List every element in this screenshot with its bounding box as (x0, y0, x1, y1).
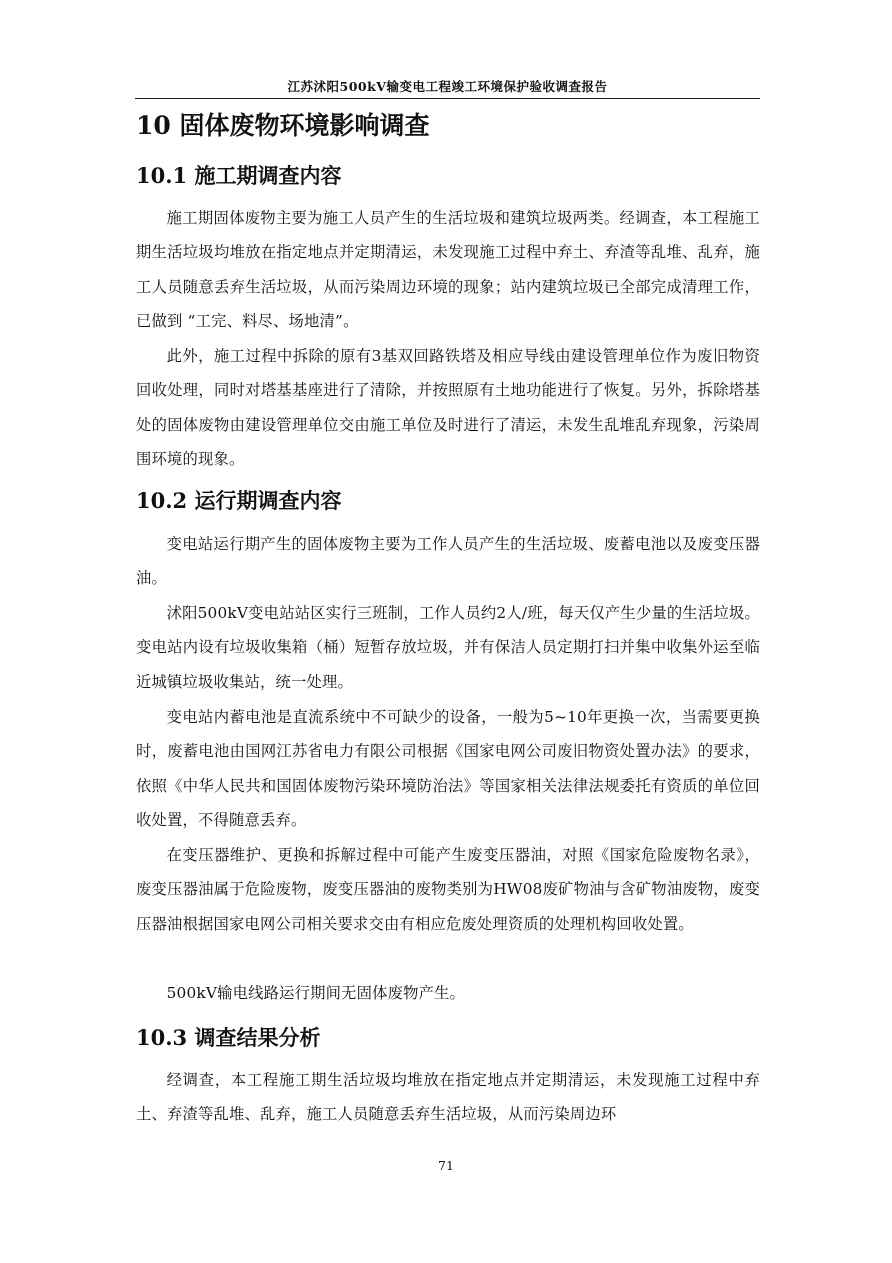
section-title: 施工期调查内容 (194, 163, 342, 188)
running-header: 江苏沭阳500kV输变电工程竣工环境保护验收调查报告 (287, 79, 608, 94)
page-number: 71 (438, 1158, 454, 1173)
section-heading-10-3 (136, 1022, 320, 1054)
section-number: 10.2 (136, 488, 188, 513)
chapter-number: 10 (136, 111, 171, 140)
section-title: 运行期调查内容 (194, 488, 342, 513)
chapter-title: 固体废物环境影响调查 (179, 111, 430, 140)
paragraph: 变电站运行期产生的固体废物主要为工作人员产生的生活垃圾、废蓄电池以及废变压器油。 (136, 535, 760, 588)
paragraph: 500kV输电线路运行期间无固体废物产生。 (166, 984, 466, 1002)
section-number: 10.3 (136, 1025, 188, 1050)
paragraph: 沭阳500kV变电站站区实行三班制，工作人员约2人/班，每天仅产生少量的生活垃圾。变电站内设有垃圾收集箱（桶）短暂存放垃圾，并有保洁人员定期打扫并集中收集外运至临近城镇垃圾收集站，统一处理。 (136, 604, 760, 691)
paragraph: 此外，施工过程中拆除的原有3基双回路铁塔及相应导线由建设管理单位作为废旧物资回收处理，同时对塔基基座进行了清除，并按照原有土地功能进行了恢复。另外，拆除塔基处的固体废物由建设管理单位交由施工单位及时进行了清运，未发生乱堆乱弃现象，污染周围环境的现象。 (136, 347, 760, 469)
section-heading-10-1 (136, 160, 341, 192)
paragraph: 施工期固体废物主要为施工人员产生的生活垃圾和建筑垃圾两类。经调查，本工程施工期生活垃圾均堆放在指定地点并定期清运，未发现施工过程中弃土、弃渣等乱堆、乱弃，施工人员随意丢弃生活垃圾，从而污染周边环境的现象；站内建筑垃圾已全部完成清理工作，已做到 “工完、料尽、场地清”。 (136, 209, 760, 331)
section-title: 调查结果分析 (194, 1025, 321, 1050)
chapter-heading (136, 108, 430, 144)
paragraph: 变电站内蓄电池是直流系统中不可缺少的设备，一般为5~10年更换一次，当需要更换时，废蓄电池由国网江苏省电力有限公司根据《国家电网公司废旧物资处置办法》的要求，依照《中华人民共和国固体废物污染环境防治法》等国家相关法律法规委托有资质的单位回收处置，不得随意丢弃。 (136, 708, 760, 830)
paragraph: 在变压器维护、更换和拆解过程中可能产生废变压器油，对照《国家危险废物名录》，废变压器油属于危险废物，废变压器油的废物类别为HW08废矿物油与含矿物油废物，废变压器油根据国家电网公司相关要求交由有相应危废处理资质的处理机构回收处置。 (136, 846, 760, 933)
section-heading-10-2 (136, 485, 341, 517)
header-rule (135, 98, 760, 99)
paragraph: 经调查，本工程施工期生活垃圾均堆放在指定地点并定期清运，未发现施工过程中弃土、弃渣等乱堆、乱弃，施工人员随意丢弃生活垃圾，从而污染周边环 (136, 1071, 760, 1124)
section-number: 10.1 (136, 163, 188, 188)
